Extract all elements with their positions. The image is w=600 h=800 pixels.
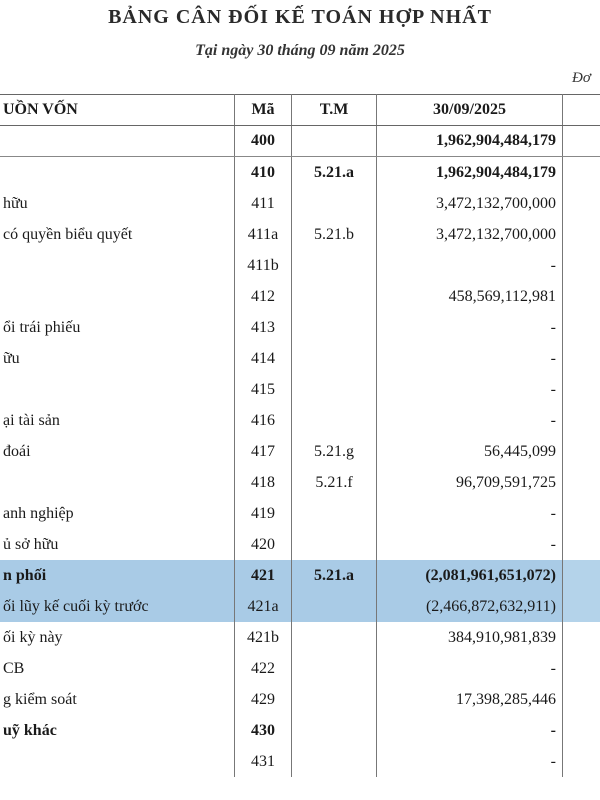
row-amount: -: [377, 312, 563, 343]
row-amount: (2,081,961,651,072): [377, 560, 563, 591]
row-extra: [563, 715, 600, 746]
row-code: 411a: [235, 219, 292, 250]
row-name: [0, 467, 235, 498]
row-extra: [563, 157, 600, 189]
row-name: [0, 281, 235, 312]
row-extra: [563, 126, 600, 157]
row-name: ữu: [0, 343, 235, 374]
row-code: 421b: [235, 622, 292, 653]
row-amount: -: [377, 343, 563, 374]
row-extra: [563, 622, 600, 653]
row-name: có quyền biểu quyết: [0, 219, 235, 250]
row-name: [0, 746, 235, 777]
table-row: [0, 436, 600, 467]
row-note: 5.21.f: [292, 467, 377, 498]
table-row: [0, 219, 600, 250]
table-header-row: [0, 95, 600, 126]
row-extra: [563, 405, 600, 436]
row-name: ủ sở hữu: [0, 529, 235, 560]
row-extra: [563, 436, 600, 467]
row-amount: 96,709,591,725: [377, 467, 563, 498]
table-row: [0, 529, 600, 560]
table-row: [0, 715, 600, 746]
balance-sheet-table: [0, 94, 600, 777]
currency-unit-label: Đơ: [572, 70, 591, 86]
report-date: Tại ngày 30 tháng 09 năm 2025: [195, 42, 405, 59]
row-name: anh nghiệp: [0, 498, 235, 529]
row-amount: -: [377, 405, 563, 436]
row-amount: -: [377, 529, 563, 560]
row-extra: [563, 684, 600, 715]
row-amount: -: [377, 715, 563, 746]
row-extra: [563, 529, 600, 560]
row-extra: [563, 591, 600, 622]
row-code: 416: [235, 405, 292, 436]
row-name: [0, 126, 235, 157]
row-name: n phối: [0, 560, 235, 591]
column-header-name: UỒN VỐN: [0, 95, 235, 126]
row-code: 421: [235, 560, 292, 591]
row-amount: -: [377, 653, 563, 684]
row-name: ối kỳ này: [0, 622, 235, 653]
row-name: g kiểm soát: [0, 684, 235, 715]
table-row: [0, 405, 600, 436]
row-code: 421a: [235, 591, 292, 622]
row-code: 422: [235, 653, 292, 684]
row-amount: -: [377, 250, 563, 281]
row-name: đoái: [0, 436, 235, 467]
row-note: 5.21.a: [292, 157, 377, 189]
row-note: 5.21.g: [292, 436, 377, 467]
row-extra: [563, 374, 600, 405]
row-code: 400: [235, 126, 292, 157]
row-note: 5.21.a: [292, 560, 377, 591]
row-extra: [563, 746, 600, 777]
row-name: ổi trái phiếu: [0, 312, 235, 343]
report-title: BẢNG CÂN ĐỐI KẾ TOÁN HỢP NHẤT: [108, 6, 492, 28]
column-header-extra: [563, 95, 600, 126]
row-name: hữu: [0, 188, 235, 219]
row-extra: [563, 250, 600, 281]
row-note: [292, 622, 377, 653]
row-amount: (2,466,872,632,911): [377, 591, 563, 622]
row-note: [292, 312, 377, 343]
row-name: [0, 374, 235, 405]
table-row: [0, 374, 600, 405]
row-note: [292, 529, 377, 560]
table-row: [0, 622, 600, 653]
table-row: [0, 684, 600, 715]
table-row: [0, 157, 600, 189]
table-row: [0, 498, 600, 529]
table-row: [0, 653, 600, 684]
row-extra: [563, 560, 600, 591]
table-row: [0, 746, 600, 777]
row-note: [292, 684, 377, 715]
column-header-code: Mã: [235, 95, 292, 126]
row-extra: [563, 312, 600, 343]
row-amount: 3,472,132,700,000: [377, 188, 563, 219]
row-code: 415: [235, 374, 292, 405]
row-code: 411b: [235, 250, 292, 281]
row-code: 419: [235, 498, 292, 529]
row-name: uỹ khác: [0, 715, 235, 746]
row-note: [292, 374, 377, 405]
table-row: [0, 281, 600, 312]
row-extra: [563, 188, 600, 219]
row-note: [292, 343, 377, 374]
table-row: [0, 250, 600, 281]
row-note: [292, 715, 377, 746]
row-note: [292, 250, 377, 281]
row-note: [292, 498, 377, 529]
row-amount: 1,962,904,484,179: [377, 157, 563, 189]
column-header-amount: 30/09/2025: [377, 95, 563, 126]
row-extra: [563, 498, 600, 529]
row-note: [292, 746, 377, 777]
row-name: ối lũy kế cuối kỳ trước: [0, 591, 235, 622]
table-row: [0, 312, 600, 343]
row-extra: [563, 219, 600, 250]
row-amount: 56,445,099: [377, 436, 563, 467]
row-code: 414: [235, 343, 292, 374]
row-note: [292, 653, 377, 684]
row-amount: 17,398,285,446: [377, 684, 563, 715]
row-note: [292, 188, 377, 219]
row-code: 431: [235, 746, 292, 777]
row-extra: [563, 281, 600, 312]
row-code: 420: [235, 529, 292, 560]
row-amount: 384,910,981,839: [377, 622, 563, 653]
row-code: 410: [235, 157, 292, 189]
row-code: 411: [235, 188, 292, 219]
row-amount: 3,472,132,700,000: [377, 219, 563, 250]
table-row: [0, 126, 600, 157]
row-amount: -: [377, 374, 563, 405]
row-code: 430: [235, 715, 292, 746]
table-row: [0, 560, 600, 591]
table-body: [0, 126, 600, 778]
row-code: 417: [235, 436, 292, 467]
row-amount: -: [377, 498, 563, 529]
row-note: [292, 126, 377, 157]
row-name: ại tài sản: [0, 405, 235, 436]
table-row: [0, 343, 600, 374]
row-name: [0, 157, 235, 189]
row-extra: [563, 653, 600, 684]
table-row: [0, 467, 600, 498]
row-amount: -: [377, 746, 563, 777]
row-note: [292, 405, 377, 436]
row-name: CB: [0, 653, 235, 684]
row-note: 5.21.b: [292, 219, 377, 250]
row-extra: [563, 343, 600, 374]
column-header-note: T.M: [292, 95, 377, 126]
row-note: [292, 281, 377, 312]
row-extra: [563, 467, 600, 498]
row-amount: 1,962,904,484,179: [377, 126, 563, 157]
row-code: 412: [235, 281, 292, 312]
row-code: 429: [235, 684, 292, 715]
table-row: [0, 188, 600, 219]
row-code: 413: [235, 312, 292, 343]
table-row: [0, 591, 600, 622]
row-amount: 458,569,112,981: [377, 281, 563, 312]
row-name: [0, 250, 235, 281]
row-code: 418: [235, 467, 292, 498]
row-note: [292, 591, 377, 622]
